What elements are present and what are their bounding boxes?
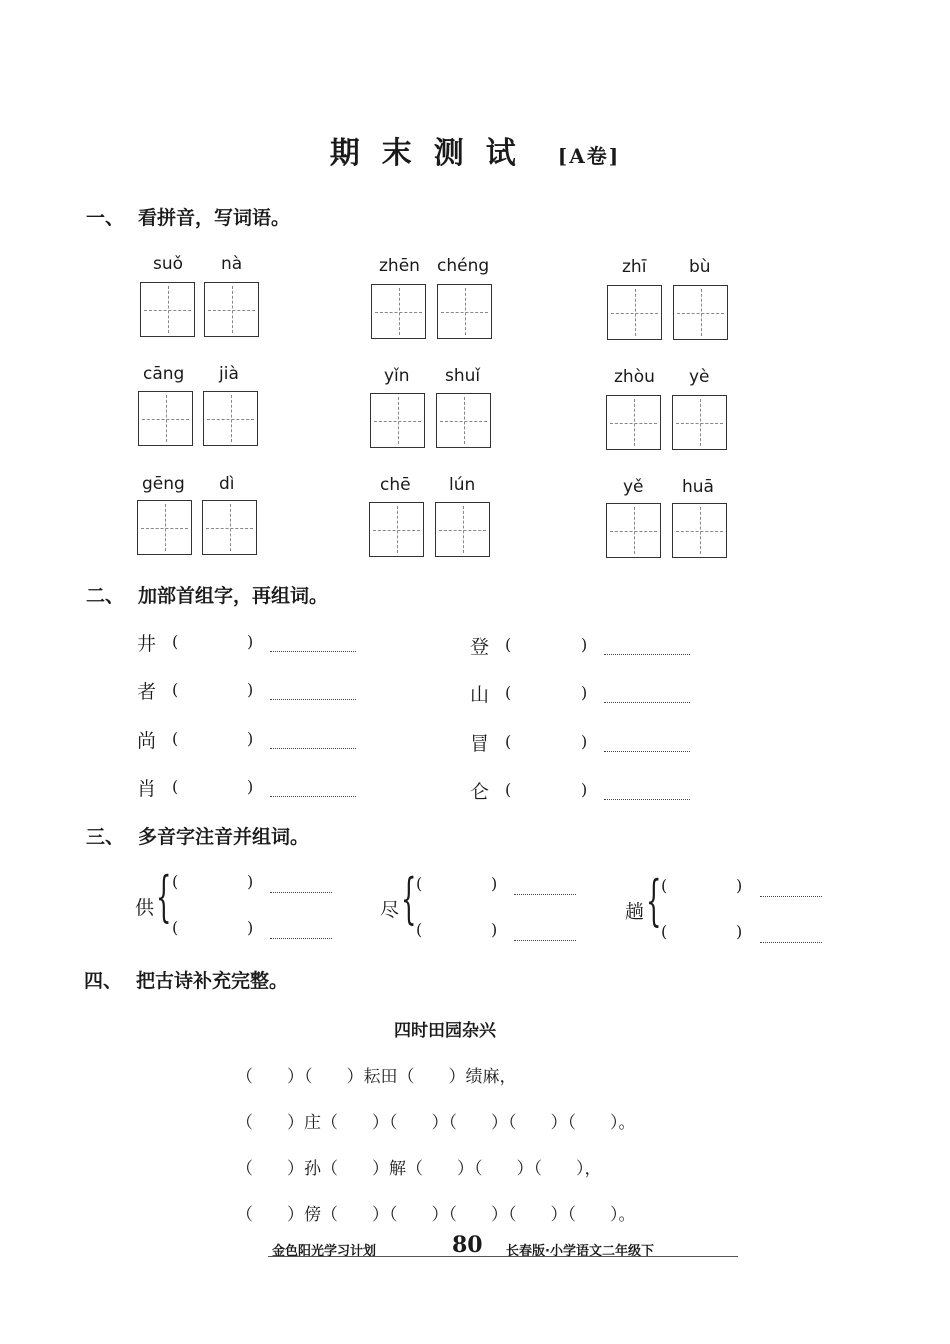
pinyin-8a: chē	[380, 475, 411, 495]
paren-open: (	[505, 635, 512, 654]
paren-open: (	[661, 876, 668, 895]
section-number: 一、	[86, 207, 125, 229]
answer-line[interactable]	[270, 796, 356, 797]
pinyin-3b: bù	[689, 257, 711, 277]
poem-line-3: （ ）孙（ ）解（ ）（ ）（ ），	[236, 1159, 602, 1179]
writing-grid[interactable]	[606, 395, 661, 450]
answer-line[interactable]	[760, 942, 822, 943]
radical-char: 肖	[137, 778, 157, 800]
paren-open: (	[505, 683, 512, 702]
paren-close: )	[247, 872, 254, 891]
radical-char: 登	[470, 636, 490, 658]
paren-close: )	[491, 874, 498, 893]
paren-close: )	[491, 920, 498, 939]
pinyin-9b: huā	[682, 477, 714, 497]
paren-close: )	[247, 918, 254, 937]
footer-divider	[268, 1256, 738, 1257]
section-2-heading	[86, 581, 328, 608]
pinyin-8b: lún	[449, 475, 476, 495]
paren-close: )	[581, 683, 588, 702]
section-1-heading	[86, 203, 290, 230]
poem-line-2: （ ）庄（ ）（ ）（ ）（ ）（ ）。	[236, 1113, 636, 1133]
paren-open: (	[172, 872, 179, 891]
section-text: 看拼音，写词语。	[138, 207, 291, 229]
paren-open: (	[172, 729, 179, 748]
section-text: 加部首组字，再组词。	[138, 585, 329, 607]
title-sub: [A卷]	[557, 144, 621, 168]
page-title	[0, 128, 950, 172]
paren-open: (	[172, 918, 179, 937]
answer-line[interactable]	[514, 894, 576, 895]
poem-line-1: （ ）（ ）耘田（ ）绩麻，	[236, 1067, 517, 1087]
pinyin-4b: jià	[219, 364, 239, 384]
pinyin-4a: cāng	[143, 364, 185, 384]
radical-char: 井	[137, 633, 157, 655]
writing-grid[interactable]	[606, 503, 661, 558]
paren-close: )	[581, 732, 588, 751]
writing-grid[interactable]	[369, 502, 424, 557]
radical-char: 尚	[137, 730, 157, 752]
pinyin-9a: yě	[623, 477, 644, 497]
poem-title: 四时田园杂兴	[394, 1021, 496, 1041]
section-number: 四、	[84, 970, 123, 992]
writing-grid[interactable]	[435, 502, 490, 557]
paren-close: )	[247, 777, 254, 796]
section-number: 二、	[86, 585, 125, 607]
answer-line[interactable]	[604, 799, 690, 800]
paren-close: )	[581, 780, 588, 799]
writing-grid[interactable]	[204, 282, 259, 337]
paren-close: )	[247, 632, 254, 651]
writing-grid[interactable]	[138, 391, 193, 446]
pinyin-6b: yè	[689, 367, 710, 387]
paren-close: )	[247, 729, 254, 748]
writing-grid[interactable]	[203, 391, 258, 446]
writing-grid[interactable]	[202, 500, 257, 555]
brace: {	[646, 869, 662, 932]
paren-open: (	[172, 680, 179, 699]
pinyin-1b: nà	[221, 254, 243, 274]
pinyin-3a: zhī	[622, 257, 647, 277]
polyphone-char: 供	[135, 897, 155, 919]
answer-line[interactable]	[604, 654, 690, 655]
answer-line[interactable]	[270, 651, 356, 652]
paren-open: (	[172, 632, 179, 651]
writing-grid[interactable]	[437, 284, 492, 339]
section-text: 把古诗补充完整。	[136, 970, 289, 992]
paren-close: )	[581, 635, 588, 654]
answer-line[interactable]	[604, 751, 690, 752]
radical-char: 仑	[470, 781, 490, 803]
radical-char: 山	[470, 684, 490, 706]
paren-open: (	[661, 922, 668, 941]
answer-line[interactable]	[270, 892, 332, 893]
brace: {	[401, 867, 417, 930]
paren-open: (	[416, 874, 423, 893]
pinyin-2b: chéng	[437, 256, 490, 276]
paren-open: (	[416, 920, 423, 939]
paren-close: )	[736, 922, 743, 941]
polyphone-char: 趟	[625, 901, 645, 923]
pinyin-7b: dì	[219, 474, 235, 494]
pinyin-6a: zhòu	[614, 367, 655, 387]
paren-close: )	[247, 680, 254, 699]
writing-grid[interactable]	[672, 395, 727, 450]
answer-line[interactable]	[760, 896, 822, 897]
footer-right: 长春版·小学语文二年级下	[506, 1244, 654, 1259]
paren-open: (	[172, 777, 179, 796]
footer-left: 金色阳光学习计划	[272, 1244, 377, 1259]
radical-char: 者	[137, 681, 157, 703]
pinyin-5a: yǐn	[384, 366, 410, 386]
answer-line[interactable]	[270, 748, 356, 749]
writing-grid[interactable]	[370, 393, 425, 448]
writing-grid[interactable]	[436, 393, 491, 448]
writing-grid[interactable]	[673, 285, 728, 340]
writing-grid[interactable]	[607, 285, 662, 340]
pinyin-1a: suǒ	[153, 254, 184, 274]
poem-line-4: （ ）傍（ ）（ ）（ ）（ ）（ ）。	[236, 1205, 636, 1225]
section-4-heading	[84, 966, 288, 993]
section-text: 多音字注音并组词。	[138, 826, 310, 848]
pinyin-5b: shuǐ	[445, 366, 481, 386]
answer-line[interactable]	[514, 940, 576, 941]
polyphone-char: 尽	[380, 899, 400, 921]
writing-grid[interactable]	[140, 282, 195, 337]
paren-close: )	[736, 876, 743, 895]
answer-line[interactable]	[604, 702, 690, 703]
section-3-heading	[86, 822, 309, 849]
brace: {	[156, 865, 172, 928]
writing-grid[interactable]	[672, 503, 727, 558]
title-main: 期末测试	[329, 136, 538, 171]
answer-line[interactable]	[270, 699, 356, 700]
pinyin-2a: zhēn	[379, 256, 420, 276]
page-number: 80	[452, 1232, 483, 1258]
paren-open: (	[505, 780, 512, 799]
paren-open: (	[505, 732, 512, 751]
pinyin-7a: gēng	[142, 474, 185, 494]
writing-grid[interactable]	[137, 500, 192, 555]
writing-grid[interactable]	[371, 284, 426, 339]
section-number: 三、	[86, 826, 125, 848]
radical-char: 冒	[470, 733, 490, 755]
answer-line[interactable]	[270, 938, 332, 939]
